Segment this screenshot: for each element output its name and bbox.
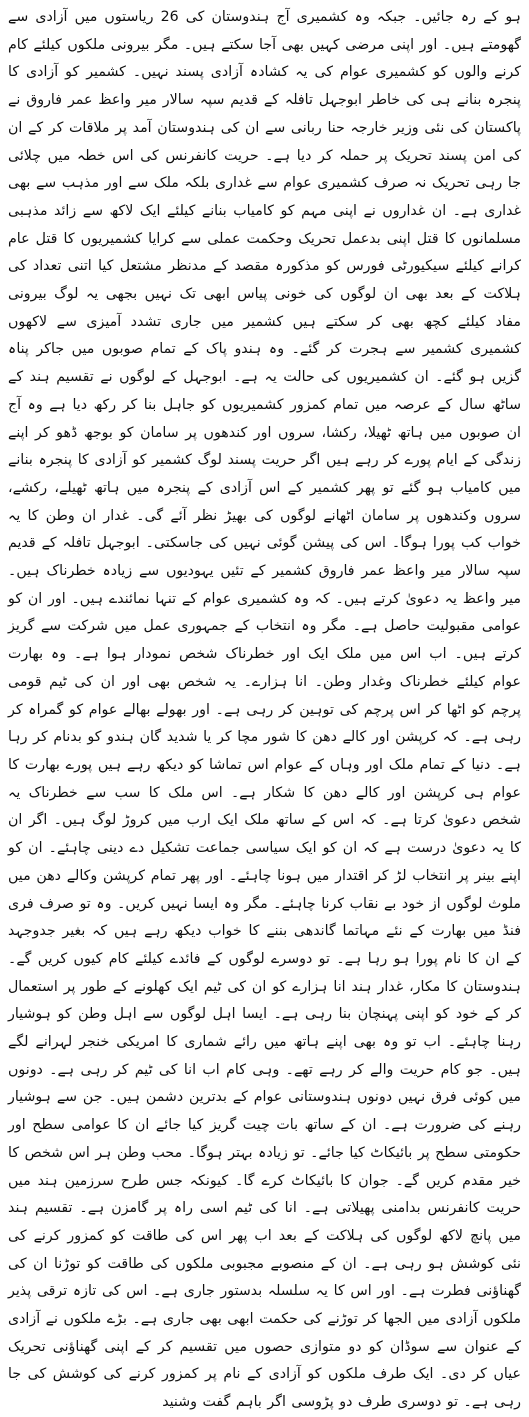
article-body-text: ہو کے رہ جائیں۔ جبکہ وہ کشمیری آج ہندوستان کی 26 ریاستوں میں آزادی سے گھومتے ہیں۔ اور اپنی مرضی کہیں بھی آجا سکتے ہیں۔ مگر بیرونی ملکوں کیلئے کام کرنے والوں کو کشمیری عوام کی یہ کشادہ آزادی پسند نہیں۔ کشمیر کو آزادی کا پنجرہ بنانے ہی کی خاطر ابوجہل تافلہ کے قدیم سپہ سالار میر واعظ عمر فاروق نے پاکستان کی نئی وزیر خارجہ حنا ربانی سے ان کی ہندوستان آمد پر ملاقات کر کے ان کی امن پسند تحریک پر حملہ کر دیا ہے۔ حریت کانفرنس کی اس خطہ میں چلائی جا رہی تحریک نہ صرف کشمیری عوام سے غداری بلکہ ملک سے اور مذہب سے بھی غداری ہے۔ ان غداروں نے اپنی مہم کو کامیاب بنانے کیلئے ایک لاکھ سے زائد مذہبی مسلمانوں کا قتل اپنی بدعمل تحریک وحکمت عملی سے کرایا کشمیریوں کا قتل عام کرانے کیلئے سیکیورٹی فورس کو مذکورہ مقصد کے مدنظر مشتعل کیا اتنی تعداد کی ہلاکت کے بعد بھی ان لوگوں کی خونی پیاس ابھی تک نہیں بجھی یہ لوگ بیرونی مفاد کیلئے کچھ بھی کر سکتے ہیں کشمیر میں جاری تشدد آمیزی سے لاکھوں کشمیری کشمیر سے ہجرت کر گئے۔ وہ ہندو پاک کے تمام صوبوں میں جاکر پناہ گزیں ہو گئے۔ ان کشمیریوں کی حالت یہ ہے۔ ابوجہل کے لوگوں نے تقسیم ہند کے ساٹھ سال کے عرصہ میں تمام کمزور کشمیریوں کو جاہل بنا کر رکھ دیا ہے وہ آج ان صوبوں میں ہاتھ ٹھیلا، رکشا، سروں اور کندھوں پر سامان کو بوجھ ڈھو کر اپنے زندگی کے ایام پورے کر رہے ہیں اگر حریت پسند لوگ کشمیر کو آزادی کا پنجرہ بنانے میں کامیاب ہو گئے تو پھر کشمیر کے اس آزادی کے پنجرہ میں ہاتھ ٹھیلے، رکشے، سروں وکندھوں پر سامان اٹھانے لوگوں کی بھیڑ نظر آئے گی۔ غدار ان وطن کا یہ خواب کب پورا ہوگا۔ اس کی پیشن گوئی نہیں کی جاسکتی۔ ابوجہل تافلہ کے قدیم سپہ سالار میر واعظ عمر فاروق کشمیر کے تئیں یہودیوں سے زیادہ خطرناک ہیں۔ میر واعظ یہ دعویٰ کرتے ہیں۔ کہ وہ کشمیری عوام کے تنہا نمائندے ہیں۔ اور ان کو عوامی مقبولیت حاصل ہے۔ مگر وہ انتخاب کے جمہوری عمل میں شرکت سے گریز کرتے ہیں۔ اب اس میں ملک ایک اور خطرناک شخص نمودار ہوا ہے۔ وہ بھارت عوام کیلئے خطرناک وغدار وطن۔ انا ہزارے۔ یہ شخص بھی اور ان کی ٹیم قومی پرچم کو اٹھا کر اس پرچم کی توہین کر رہی ہے۔ اور بھولے بھالے عوام کو گمراہ کر رہی ہے۔ کہ کرپشن اور کالے دھن کا شور مچا کر یا شدید گان ہندو کو بدنام کر رہا ہے۔ دنیا کے تمام ملک اور وہاں کے عوام اس تماشا کو دیکھ رہے ہیں پورے بھارت کا عوام ہی کرپشن اور کالے دھن کا شکار ہے۔ اس ملک کا سب سے خطرناک یہ شخص دعویٰ کرتا ہے۔ کہ اس کے ساتھ ملک ایک ارب میں کروڑ لوگ ہیں۔ اگر ان کا یہ دعویٰ درست ہے کہ ان کو ایک سیاسی جماعت تشکیل دے دینی چاہئے۔ ان کو اپنے بینر پر انتخاب لڑ کر اقتدار میں ہونا چاہئے۔ اور پھر تمام کرپشن وکالے دھن میں ملوث لوگوں از خود بے نقاب کرنا چاہئے۔ مگر وہ ایسا نہیں کریں۔ وہ تو صرف فری فنڈ میں بھارت کے نئے مہاتما گاندھی بننے کا خواب دیکھ رہے ہیں کہ بغیر جدوجہد کے ان کا نام پورا ہو رہا ہے۔ تو دوسرے لوگوں کے فائدے کیلئے کام کیوں کریں گے۔ ہندوستان کا مکار، غدار ہند انا ہزارے کو ان کی ٹیم ایک کھلونے کے طور پر استعمال کر کے خود کو اپنی پہنچان بنا رہی ہے۔ ایسا اہل لوگوں سے اہل وطن کو ہوشیار رہنا چاہئے۔ اب تو وہ بھی اپنے ہاتھ میں رائے شماری کا امریکی خنجر لہرانے لگے ہیں۔ جو کام حریت والے کر رہے تھے۔ وہی کام اب انا کی ٹیم کر رہی ہے۔ دونوں میں کوئی فرق نہیں دونوں ہندوستانی عوام کے بدترین دشمن ہیں۔ جن سے ہوشیار رہنے کی ضرورت ہے۔ ان کے ساتھ بات چیت گریز کیا جائے ان کا عوامی سطح اور حکومتی سطح پر بائیکاٹ کیا جائے۔ تو زیادہ بہتر ہوگا۔ محب وطن ہر اس شخص کا خیر مقدم کریں گے۔ جوان کا بائیکاٹ کرے گا۔ کیونکہ جس طرح سرزمین ہند میں حریت کانفرنس بدامنی پھیلاتی ہے۔ انا کی ٹیم اسی راہ پر گامزن ہے۔ تقسیم ہند میں پانچ لاکھ لوگوں کی ہلاکت کے بعد اب پھر اس کی طاقت کو کمزور کرنے کی نئی کوشش ہو رہی ہے۔ ان کے منصوبے مجبوبی ملکوں کی طاقت کو توڑنا ان کی گھناؤنی فطرت ہے۔ اور اس کا یہ سلسلہ بدستور جاری ہے۔ اس کی تازہ ترقی پذیر ملکوں آزادی میں الجھا کر توڑنے کی حکمت ابھی بھی جاری ہے۔ بڑے ملکوں نے آزادی کے عنوان سے سوڈان کو دو متوازی حصوں میں تقسیم کر کے اپنی گھناؤنی تحریک عیاں کر دی۔ ایک طرف ملکوں کو آزادی کے نام پر کمزور کرنے کی کوشش کی جا رہی ہے۔ تو دوسری طرف دو پڑوسی اگر باہم گفت وشنید xyxy=(8,9,521,1411)
